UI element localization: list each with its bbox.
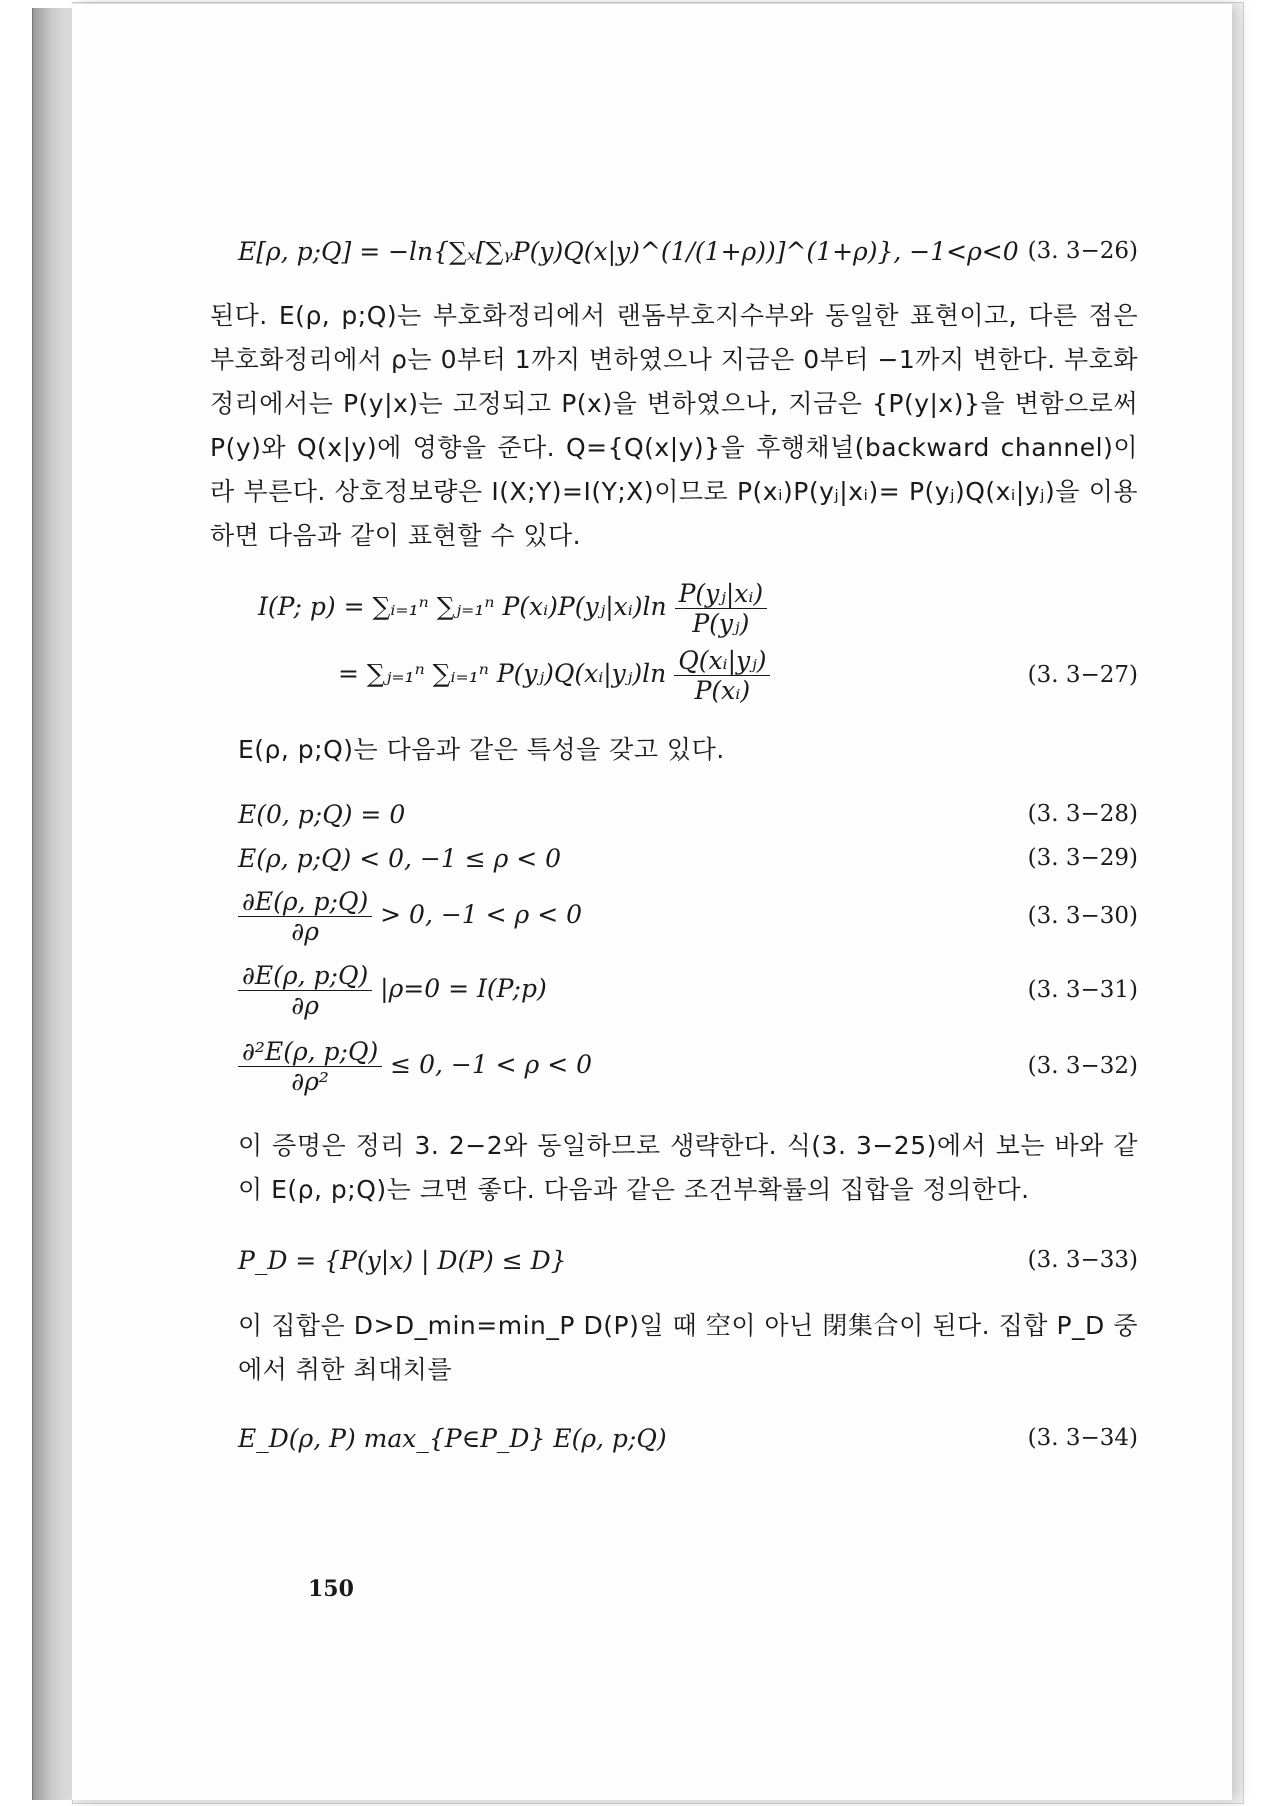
fraction: $\frac{\partial E(\rho, p;Q)}{\partial\rho}$ <box>238 887 372 946</box>
equation-expression: E(0, p;Q) = 0 <box>238 799 406 829</box>
equation-3-3-30 <box>238 880 1138 952</box>
fraction: $\frac{\text{∂²E(ρ, p;Q)}}{\text{∂ρ²}}$ <box>238 1037 382 1096</box>
equation-number: (3. 3−28) <box>1027 801 1138 827</box>
paragraph: E(ρ, p;Q)는 다음과 같은 특성을 갖고 있다. <box>238 735 725 764</box>
page-number: 150 <box>308 1576 354 1602</box>
equation-number: (3. 3−27) <box>1027 662 1138 688</box>
equation-3-3-27-line2 <box>338 640 1138 710</box>
equation-3-3-33 <box>238 1234 1138 1286</box>
equation-number: (3. 3−33) <box>1027 1247 1138 1273</box>
equation-expression: E_D(ρ, P) max_{P∈P_D} E(ρ, p;Q) <box>238 1423 667 1453</box>
equation-3-3-31 <box>238 952 1138 1028</box>
equation-3-3-27-line1 <box>258 576 1138 640</box>
book-spine <box>32 8 73 1800</box>
equation-expression: $\frac{\partial E(\rho, p;Q)}{\partial\rho}$ |ρ=0 = I(P;p) <box>238 961 547 1020</box>
paragraph: 이 증명은 정리 3. 2−2와 동일하므로 생략한다. 식(3. 3−25)에서 보는 바와 같이 E(ρ, p;Q)는 크면 좋다. 다음과 같은 조건부확률의 집합을 정의한다. <box>238 1131 1138 1204</box>
fraction: $\frac{\partial E(\rho, p;Q)}{\partial\rho}$ <box>238 961 372 1020</box>
equation-number: (3. 3−31) <box>1027 977 1138 1003</box>
equation-expression: $\frac{\text{∂²E(ρ, p;Q)}}{\text{∂ρ²}}$ ≤ 0, −1 < ρ < 0 <box>238 1037 592 1096</box>
equation-number: (3. 3−29) <box>1027 845 1138 871</box>
equation-number: (3. 3−32) <box>1027 1053 1138 1079</box>
equation-3-3-32 <box>238 1028 1138 1104</box>
equation-3-3-28 <box>238 792 1138 836</box>
equation-expression: = ∑ⱼ₌₁ⁿ ∑ᵢ₌₁ⁿ P(yⱼ)Q(xᵢ|yⱼ)ln $\frac{\text{Q(xᵢ|yⱼ)}}{\text{P(xᵢ)}}$ <box>338 646 770 705</box>
fraction: $\frac{\text{P(yⱼ|xᵢ)}}{\text{P(yⱼ)}}$ <box>675 579 768 638</box>
equation-number: (3. 3−34) <box>1027 1425 1138 1451</box>
book-page <box>72 4 1232 1800</box>
equation-expression: I(P; p) = ∑ᵢ₌₁ⁿ ∑ⱼ₌₁ⁿ P(xᵢ)P(yⱼ|xᵢ)ln $\frac{\text{P(yⱼ|xᵢ)}}{\text{P(yⱼ)}}$ <box>258 579 767 638</box>
equation-number: (3. 3−30) <box>1027 903 1138 929</box>
equation-3-3-29 <box>238 836 1138 880</box>
equation-expression: E[ρ, p;Q] = −ln{∑ₓ[∑ᵧP(y)Q(x|y)^(1/(1+ρ))]^(1+ρ)}, −1<ρ<0 <box>238 236 1019 266</box>
equation-expression: P_D = {P(y|x) | D(P) ≤ D} <box>238 1245 567 1275</box>
equation-expression: $\frac{\partial E(\rho, p;Q)}{\partial\rho}$ > 0, −1 < ρ < 0 <box>238 887 582 946</box>
equation-number: (3. 3−26) <box>1027 238 1138 264</box>
equation-3-3-26 <box>238 224 1138 278</box>
equation-3-3-34 <box>238 1412 1138 1464</box>
equation-expression: E(ρ, p;Q) < 0, −1 ≤ ρ < 0 <box>238 843 562 873</box>
paragraph: 된다. E(ρ, p;Q)는 부호화정리에서 랜돔부호지수부와 동일한 표현이고, 다른 점은 부호화정리에서 ρ는 0부터 1까지 변하였으나 지금은 0부터 −1까지 변한다. 부호화정리에서는 P(y|x)는 고정되고 P(x)을 변하였으나, 지금은 {P(y|x)}을 변함으로써 P(y)와 Q(x|y)에 영향을 준다. Q={Q(x|y)}을 후행채널(backward channel)이라 부른다. 상호정보량은 I(X;Y)=I(Y;X)이므로 P(xᵢ)P(yⱼ|xᵢ)= P(yⱼ)Q(xᵢ|yⱼ)을 이용하면 다음과 같이 표현할 수 있다. <box>210 301 1138 550</box>
page-content <box>210 224 1138 1464</box>
paragraph: 이 집합은 D>D_min=min_P D(P)일 때 空이 아닌 閉集合이 된다. 집합 P_D 중에서 취한 최대치를 <box>238 1311 1138 1384</box>
fraction: $\frac{\text{Q(xᵢ|yⱼ)}}{\text{P(xᵢ)}}$ <box>674 646 770 705</box>
